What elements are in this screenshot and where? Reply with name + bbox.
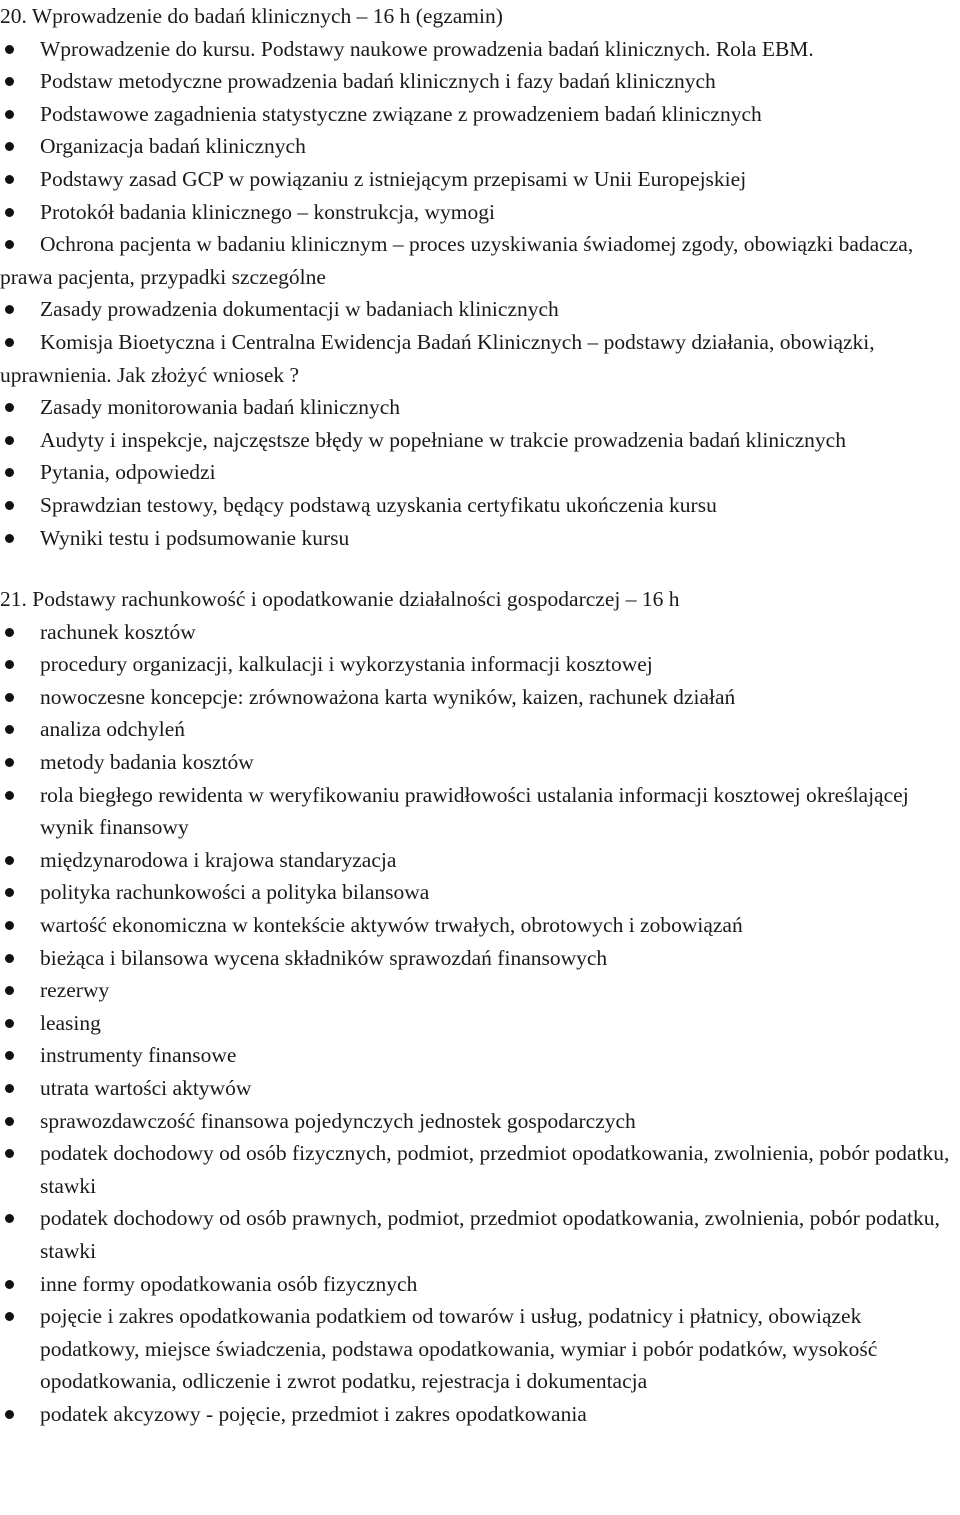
list-item: Pytania, odpowiedzi	[0, 456, 960, 489]
section-21-heading: 21. Podstawy rachunkowość i opodatkowanie działalności gospodarczej – 16 h	[0, 587, 680, 612]
list-item: utrata wartości aktywów	[0, 1072, 960, 1105]
list-item: rachunek kosztów	[0, 616, 960, 649]
list-item: Ochrona pacjenta w badaniu klinicznym – proces uzyskiwania świadomej zgody, obowiązki badacza, prawa pacjenta, przypadki szczególne	[0, 228, 960, 293]
list-item: Komisja Bioetyczna i Centralna Ewidencja Badań Klinicznych – podstawy działania, obowiązki, uprawnienia. Jak złożyć wniosek ?	[0, 326, 960, 391]
list-item: podatek akcyzowy - pojęcie, przedmiot i zakres opodatkowania	[0, 1398, 960, 1431]
list-item: podatek dochodowy od osób prawnych, podmiot, przedmiot opodatkowania, zwolnienia, pobór podatku, stawki	[0, 1202, 960, 1267]
list-item: rola biegłego rewidenta w weryfikowaniu prawidłowości ustalania informacji kosztowej określającej wynik finansowy	[0, 779, 960, 844]
list-item: międzynarodowa i krajowa standaryzacja	[0, 844, 960, 877]
list-item: podatek dochodowy od osób fizycznych, podmiot, przedmiot opodatkowania, zwolnienia, pobór podatku, stawki	[0, 1137, 960, 1202]
list-item: analiza odchyleń	[0, 713, 960, 746]
list-item: Protokół badania klinicznego – konstrukcja, wymogi	[0, 196, 960, 229]
list-item: procedury organizacji, kalkulacji i wykorzystania informacji kosztowej	[0, 648, 960, 681]
list-item: Wyniki testu i podsumowanie kursu	[0, 522, 960, 555]
list-item: Podstaw metodyczne prowadzenia badań klinicznych i fazy badań klinicznych	[0, 65, 960, 98]
list-item: Wprowadzenie do kursu. Podstawy naukowe prowadzenia badań klinicznych. Rola EBM.	[0, 33, 960, 66]
list-item: rezerwy	[0, 974, 960, 1007]
section-20-heading: 20. Wprowadzenie do badań klinicznych – 16 h (egzamin)	[0, 4, 503, 28]
list-item: leasing	[0, 1007, 960, 1040]
list-item: instrumenty finansowe	[0, 1039, 960, 1072]
list-item: sprawozdawczość finansowa pojedynczych jednostek gospodarczych	[0, 1105, 960, 1138]
list-item: bieżąca i bilansowa wycena składników sprawozdań finansowych	[0, 942, 960, 975]
list-item: wartość ekonomiczna w kontekście aktywów trwałych, obrotowych i zobowiązań	[0, 909, 960, 942]
list-item: metody badania kosztów	[0, 746, 960, 779]
list-item: Sprawdzian testowy, będący podstawą uzyskania certyfikatu ukończenia kursu	[0, 489, 960, 522]
section-21	[0, 583, 960, 1430]
list-item: polityka rachunkowości a polityka bilansowa	[0, 876, 960, 909]
list-item: Podstawy zasad GCP w powiązaniu z istniejącym przepisami w Unii Europejskiej	[0, 163, 960, 196]
list-item: nowoczesne koncepcje: zrównoważona karta wyników, kaizen, rachunek działań	[0, 681, 960, 714]
list-item: Zasady prowadzenia dokumentacji w badaniach klinicznych	[0, 293, 960, 326]
list-item: Audyty i inspekcje, najczęstsze błędy w popełniane w trakcie prowadzenia badań klinicznych	[0, 424, 960, 457]
list-item: Organizacja badań klinicznych	[0, 130, 960, 163]
section-20	[0, 0, 960, 554]
list-item: pojęcie i zakres opodatkowania podatkiem od towarów i usług, podatnicy i płatnicy, obowiązek podatkowy, miejsce świadczenia, podstawa opodatkowania, wymiar i pobór podatków, wysokość opodatkowania, odliczenie i zwrot podatku, rejestracja i dokumentacja	[0, 1300, 960, 1398]
list-item: Zasady monitorowania badań klinicznych	[0, 391, 960, 424]
list-item: inne formy opodatkowania osób fizycznych	[0, 1268, 960, 1301]
section-20-list	[0, 33, 960, 555]
section-21-list	[0, 616, 960, 1431]
list-item: Podstawowe zagadnienia statystyczne związane z prowadzeniem badań klinicznych	[0, 98, 960, 131]
